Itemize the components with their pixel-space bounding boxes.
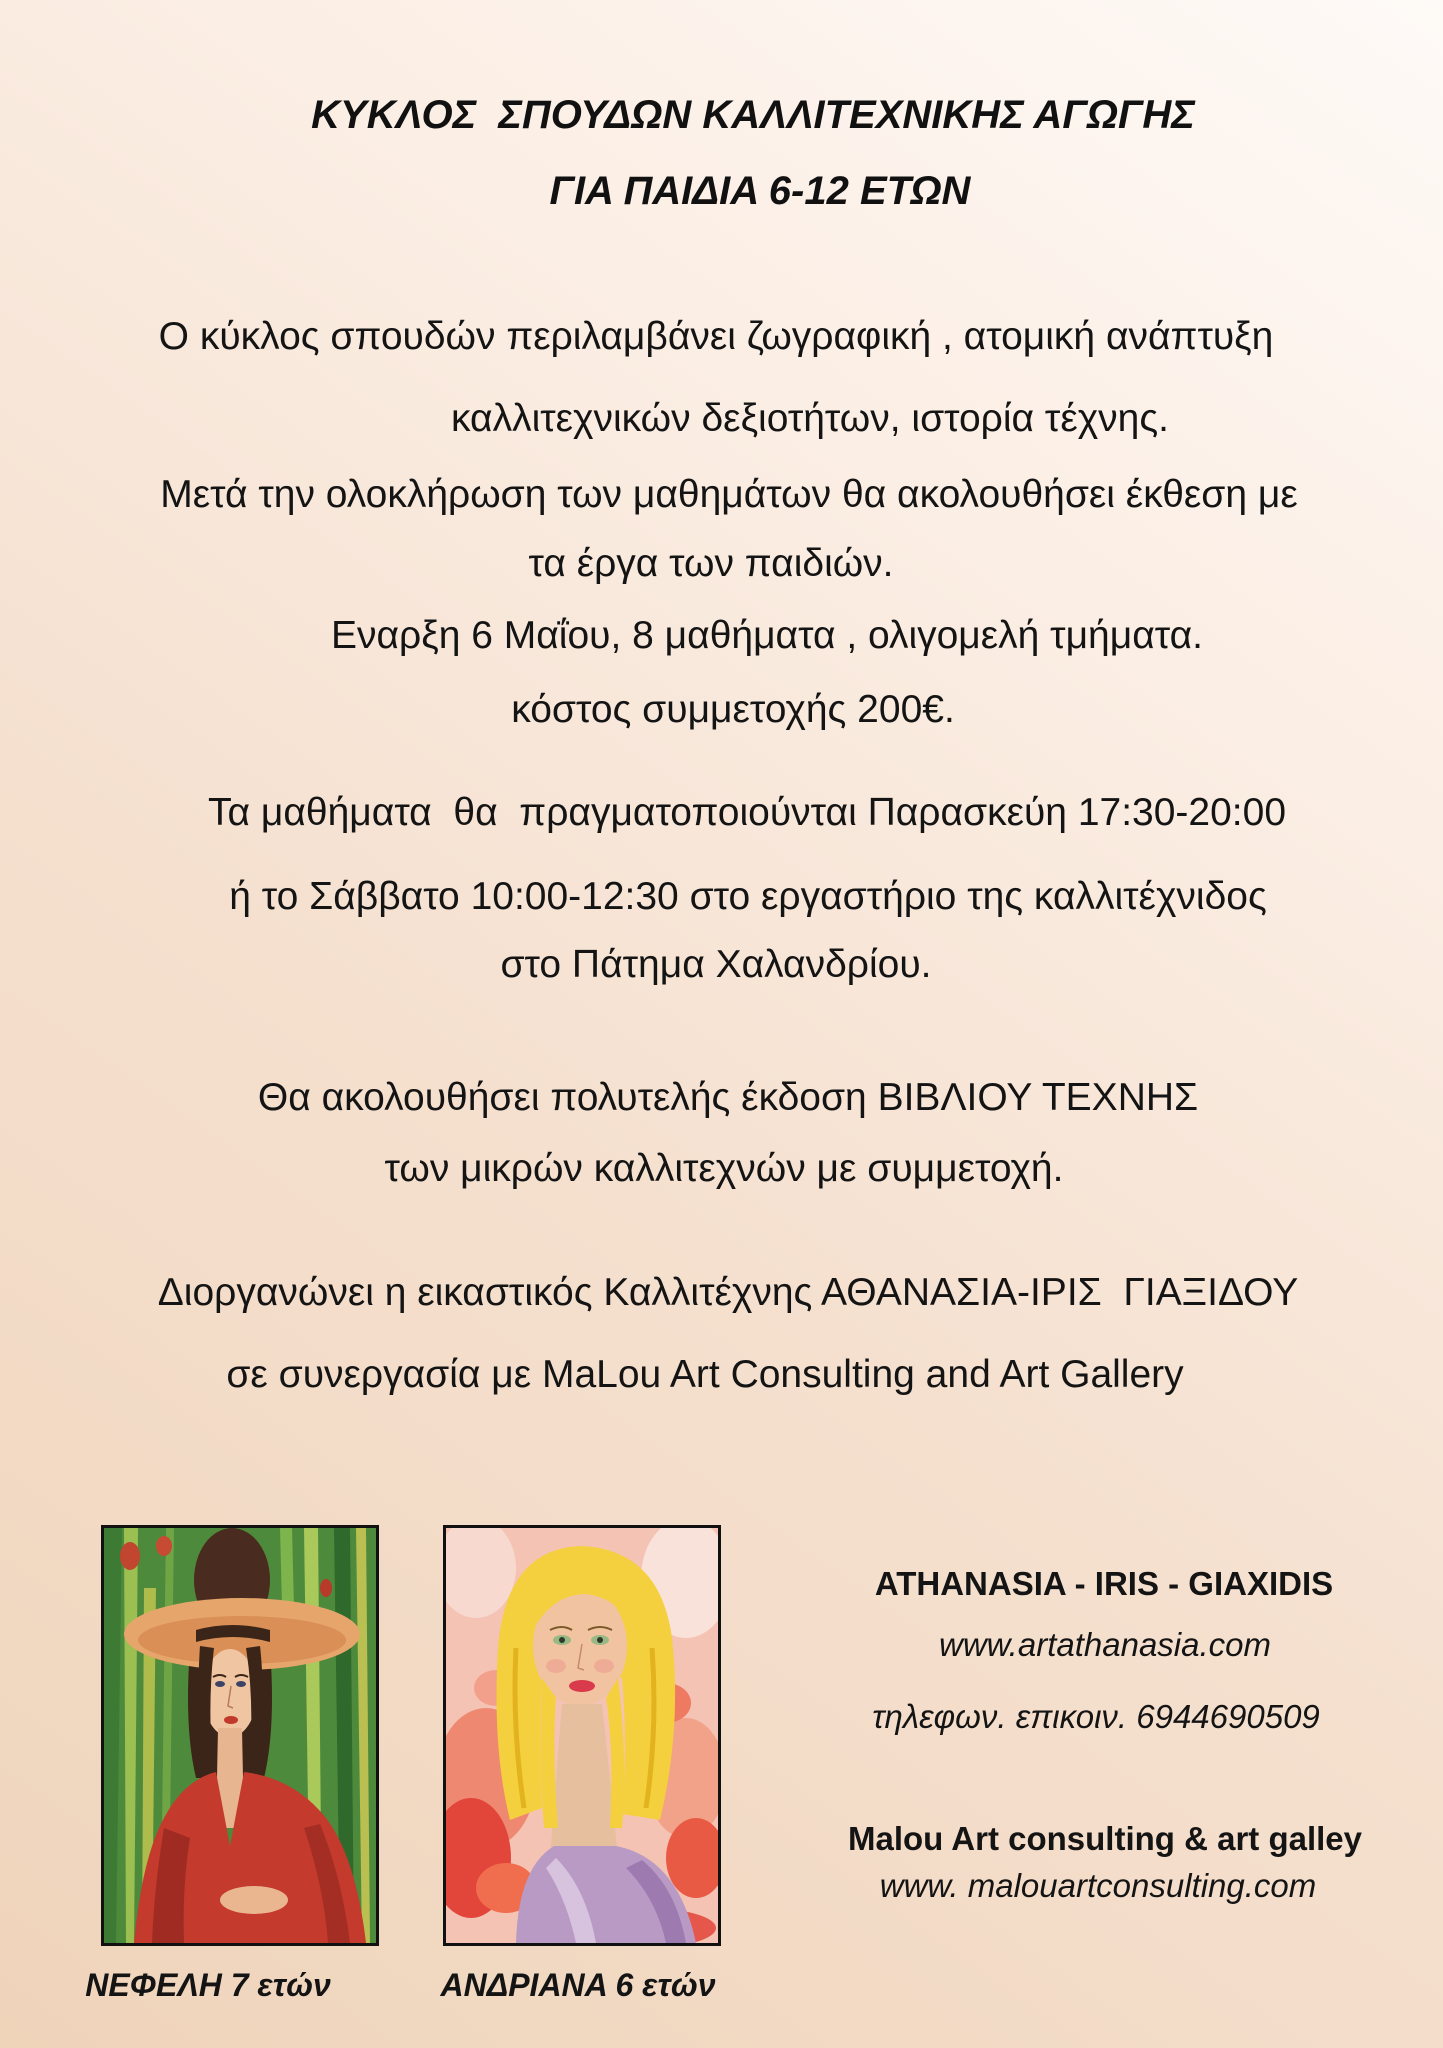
contact-phone: τηλεφων. επικοιν. 6944690509 — [872, 1698, 1320, 1735]
painting-andriana-caption: ΑΝΔΡΙΑΝΑ 6 ετών — [440, 1967, 716, 2003]
gallery-name: Malou Art consulting & art galley — [848, 1820, 1362, 1857]
painting-nefeli-artwork — [104, 1528, 376, 1943]
schedule-line-3: στο Πάτημα Χαλανδρίου. — [500, 943, 932, 986]
start-date-line: Εναρξη 6 Μαΐου, 8 μαθήματα , ολιγομελή τμήματα. — [331, 614, 1203, 657]
description-line-2: καλλιτεχνικών δεξιοτήτων, ιστορία τέχνης. — [451, 397, 1169, 440]
description-line-1: Ο κύκλος σπουδών περιλαμβάνει ζωγραφική , ατομική ανάπτυξη — [158, 315, 1274, 358]
poster-title-line-1: ΚΥΚΛΟΣ ΣΠΟΥΔΩΝ ΚΑΛΛΙΤΕΧΝΙΚΗΣ ΑΓΩΓΗΣ — [311, 93, 1195, 137]
artist-name: ATHANASIA - IRIS - GIAXIDIS — [874, 1565, 1334, 1602]
schedule-line-1: Τα μαθήματα θα πραγματοποιούνται Παρασκεύη 17:30-20:00 — [207, 791, 1287, 834]
exhibition-line-2: τα έργα των παιδιών. — [528, 542, 894, 585]
figure-torso — [540, 1678, 624, 1858]
painting-nefeli — [101, 1525, 379, 1946]
organizer-line-1: Διοργανώνει η εικαστικός Καλλιτέχνης ΑΘΑΝΑΣΙΑ-ΙΡΙΣ ΓΙΑΞΙΔΟΥ — [157, 1271, 1299, 1314]
poster-title-line-2: ΓΙΑ ΠΑΙΔΙΑ 6-12 ΕΤΩΝ — [549, 169, 971, 213]
organizer-line-2: σε συνεργασία με MaLou Art Consulting and Art Gallery — [226, 1353, 1184, 1396]
art-book-line-2: των μικρών καλλιτεχνών με συμμετοχή. — [384, 1147, 1064, 1190]
gallery-website: www. malouartconsulting.com — [879, 1867, 1317, 1904]
painting-andriana-artwork — [446, 1528, 718, 1943]
exhibition-line-1: Μετά την ολοκλήρωση των μαθημάτων θα ακολουθήσει έκθεση με — [160, 473, 1298, 516]
artist-website: www.artathanasia.com — [939, 1626, 1271, 1663]
schedule-line-2: ή το Σάββατο 10:00-12:30 στο εργαστήριο της καλλιτέχνιδος — [229, 875, 1267, 918]
painting-andriana — [443, 1525, 721, 1946]
art-book-line-1: Θα ακολουθήσει πολυτελής έκδοση ΒΙΒΛΙΟΥ ΤΕΧΝΗΣ — [257, 1076, 1199, 1119]
painting-nefeli-caption: ΝΕΦΕΛΗ 7 ετών — [85, 1967, 331, 2003]
cost-line: κόστος συμμετοχής 200€. — [511, 688, 955, 731]
